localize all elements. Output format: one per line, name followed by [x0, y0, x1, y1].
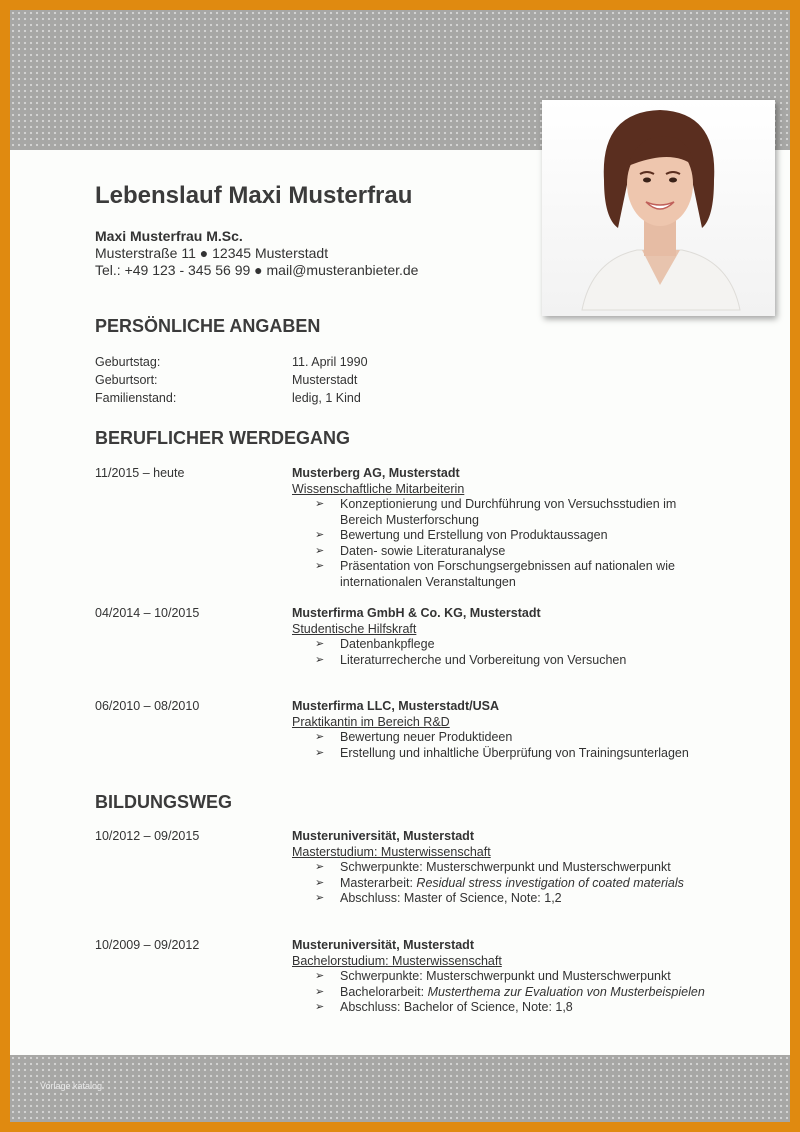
- arrow-bullet-icon: ➢: [315, 638, 325, 650]
- personal-value-birthplace: Musterstadt: [292, 373, 358, 387]
- watermark-text: Vorlage katalog: [40, 1081, 103, 1091]
- entry-bullets: [315, 637, 722, 668]
- document-title: Lebenslauf Maxi Musterfrau: [95, 182, 413, 209]
- personal-label-birthday: Geburtstag:: [95, 355, 161, 369]
- contact-block: [95, 228, 418, 279]
- entry-body: [292, 699, 722, 761]
- entry-date: 11/2015 – heute: [95, 466, 185, 480]
- entry-role: Wissenschaftliche Mitarbeiterin: [292, 481, 465, 496]
- arrow-bullet-icon: ➢: [315, 970, 325, 982]
- personal-value-marital: ledig, 1 Kind: [292, 391, 361, 405]
- arrow-bullet-icon: ➢: [315, 746, 325, 759]
- list-item: ➢ Bewertung und Erstellung von Produktaussagen: [315, 528, 608, 542]
- arrow-bullet-icon: ➢: [315, 653, 325, 666]
- personal-label-marital: Familienstand:: [95, 391, 177, 405]
- list-item: ➢ Masterarbeit: Residual stress investigation of coated materials: [315, 875, 684, 890]
- entry-date: 10/2012 – 09/2015: [95, 829, 200, 843]
- list-item: ➢ Datenbankpflege: [315, 637, 435, 651]
- arrow-bullet-icon: ➢: [315, 1001, 325, 1013]
- full-name: Maxi Musterfrau M.Sc.: [95, 228, 243, 244]
- entry-date: 10/2009 – 09/2012: [95, 938, 200, 952]
- address-line: Musterstraße 11 ● 12345 Musterstadt: [95, 245, 329, 261]
- entry-date: 04/2014 – 10/2015: [95, 606, 200, 620]
- personal-label-birthplace: Geburtsort:: [95, 373, 158, 387]
- arrow-bullet-icon: ➢: [315, 498, 325, 510]
- list-item: ➢ Schwerpunkte: Musterschwerpunkt und Musterschwerpunkt: [315, 969, 671, 983]
- entry-role: Masterstudium: Musterwissenschaft: [292, 844, 491, 859]
- arrow-bullet-icon: ➢: [315, 544, 325, 557]
- arrow-bullet-icon: ➢: [315, 876, 325, 889]
- list-item: ➢ Bewertung neuer Produktideen: [315, 730, 513, 744]
- arrow-bullet-icon: ➢: [315, 985, 325, 998]
- entry-role: Studentische Hilfskraft: [292, 621, 417, 636]
- list-item: ➢ Daten- sowie Literaturanalyse: [315, 543, 506, 558]
- list-item: ➢ Konzeptionierung und Durchführung von Versuchsstudien im Bereich Musterforschung: [315, 497, 677, 527]
- contact-line: Tel.: +49 123 - 345 56 99 ● mail@musteranbieter.de: [95, 262, 419, 278]
- arrow-bullet-icon: ➢: [315, 861, 325, 873]
- section-heading-education: BILDUNGSWEG: [95, 792, 232, 812]
- entry-bullets: [315, 860, 722, 907]
- entry-body: [292, 606, 722, 668]
- entry-role: Praktikantin im Bereich R&D: [292, 714, 450, 729]
- entry-bullets: [315, 497, 722, 590]
- cv-page: [10, 10, 790, 1122]
- arrow-bullet-icon: ➢: [315, 560, 325, 572]
- entry-organization: Musterfirma GmbH & Co. KG, Musterstadt: [292, 606, 541, 620]
- entry-organization: Musteruniversität, Musterstadt: [292, 829, 474, 843]
- section-heading-personal: PERSÖNLICHE ANGABEN: [95, 316, 321, 336]
- list-item: ➢ Literaturrecherche und Vorbereitung von Versuchen: [315, 652, 627, 667]
- list-item: ➢ Abschluss: Bachelor of Science, Note: 1,8: [315, 1000, 573, 1014]
- personal-value-birthday: 11. April 1990: [292, 355, 368, 369]
- list-item: ➢ Schwerpunkte: Musterschwerpunkt und Musterschwerpunkt: [315, 860, 671, 874]
- bottom-pattern-band: [10, 1055, 790, 1122]
- entry-bullets: [315, 969, 722, 1016]
- entry-body: [292, 829, 722, 907]
- section-heading-career: BERUFLICHER WERDEGANG: [95, 428, 350, 448]
- entry-bullets: [315, 730, 722, 761]
- arrow-bullet-icon: ➢: [315, 892, 325, 904]
- entry-body: [292, 938, 722, 1016]
- entry-organization: Musterfirma LLC, Musterstadt/USA: [292, 699, 499, 713]
- entry-organization: Musterberg AG, Musterstadt: [292, 466, 460, 480]
- entry-date: 06/2010 – 08/2010: [95, 699, 200, 713]
- arrow-bullet-icon: ➢: [315, 731, 325, 743]
- portrait-illustration: [542, 100, 775, 316]
- entry-body: [292, 466, 722, 590]
- list-item: ➢ Abschluss: Master of Science, Note: 1,2: [315, 891, 562, 905]
- entry-organization: Musteruniversität, Musterstadt: [292, 938, 474, 952]
- profile-photo: [542, 100, 775, 316]
- list-item: ➢ Präsentation von Forschungsergebnissen auf nationalen wie internationalen Veranstaltungen: [315, 559, 675, 589]
- arrow-bullet-icon: ➢: [315, 529, 325, 541]
- list-item: ➢ Bachelorarbeit: Musterthema zur Evaluation von Musterbeispielen: [315, 984, 705, 999]
- entry-role: Bachelorstudium: Musterwissenschaft: [292, 953, 502, 968]
- list-item: ➢ Erstellung und inhaltliche Überprüfung von Trainingsunterlagen: [315, 745, 689, 760]
